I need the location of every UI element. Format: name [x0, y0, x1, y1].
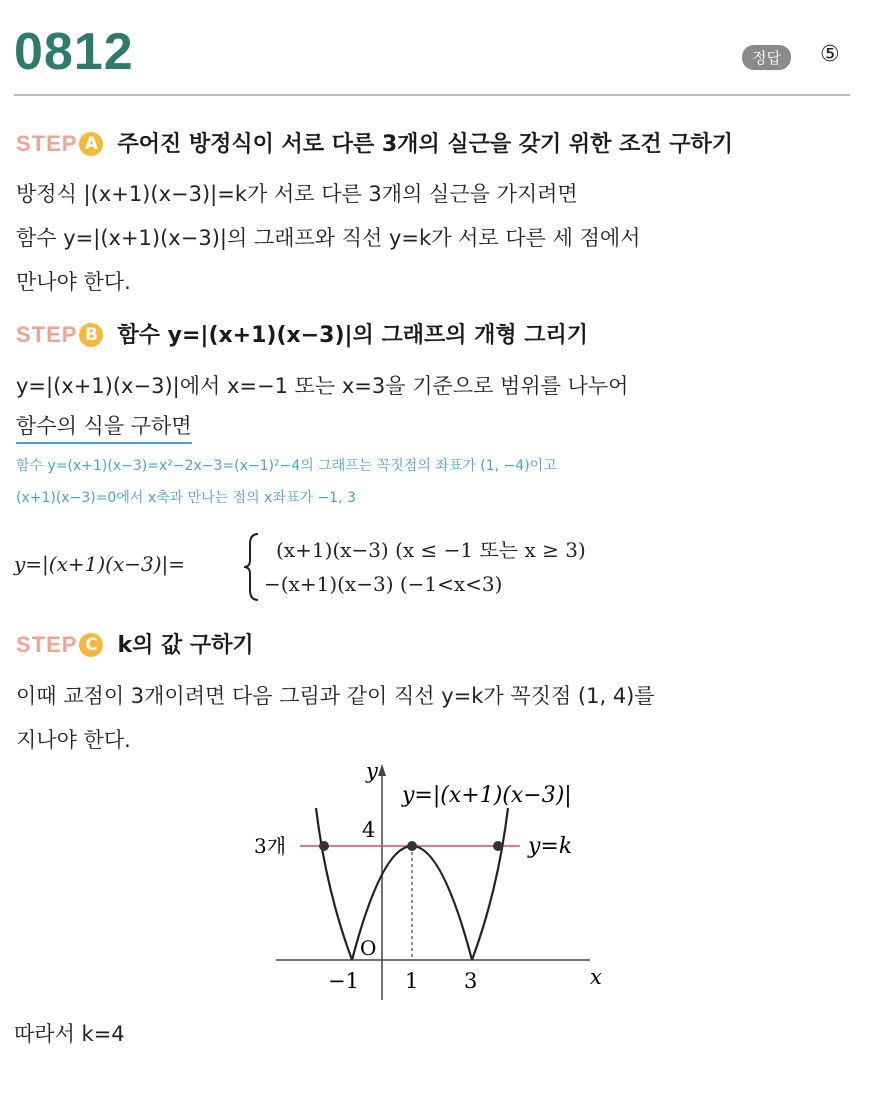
y-axis-arrow-icon — [378, 764, 386, 776]
step-a-badge: A — [79, 132, 103, 156]
step-c-tag: STEP — [16, 632, 78, 657]
step-b-tag: STEP — [16, 322, 78, 347]
step-a-line3: 만나야 한다. — [16, 270, 131, 294]
intersection-point-left — [319, 841, 329, 851]
curve-right-branch — [472, 808, 508, 960]
step-b-badge: B — [79, 323, 103, 347]
step-a-title: 주어진 방정식이 서로 다른 3개의 실근을 갖기 위한 조건 구하기 — [117, 132, 734, 157]
step-b-line1: y=|(x+1)(x−3)|에서 x=−1 또는 x=3을 기준으로 범위를 나누어 — [16, 374, 629, 398]
piecewise-lhs: y=|(x+1)(x−3)|= — [14, 552, 186, 576]
step-c-line2: 지나야 한다. — [16, 728, 131, 752]
step-a-line2: 함수 y=|(x+1)(x−3)|의 그래프와 직선 y=k가 서로 다른 세 점에서 — [16, 226, 641, 250]
piecewise-case1: (x+1)(x−3) (x ≤ −1 또는 x ≥ 3) — [276, 538, 586, 562]
answer-value: ⑤ — [820, 42, 840, 67]
x-tick-3: 3 — [464, 969, 478, 993]
line-label: y=k — [528, 834, 573, 859]
step-c-line1: 이때 교점이 3개이려면 다음 그림과 같이 직선 y=k가 꼭짓점 (1, 4)를 — [16, 684, 655, 708]
answer-badge: 정답 — [742, 45, 791, 70]
step-b-line2: 함수의 식을 구하면 — [16, 414, 192, 444]
curve-left-branch — [316, 808, 352, 960]
x-axis-label: x — [590, 965, 602, 989]
note-line2: (x+1)(x−3)=0에서 x축과 만나는 점의 x좌표가 −1, 3 — [16, 490, 356, 506]
problem-number: 0812 — [14, 23, 134, 81]
x-tick-1: 1 — [405, 969, 419, 993]
step-c-badge: C — [79, 633, 103, 657]
step-b-title: 함수 y=|(x+1)(x−3)|의 그래프의 개형 그리기 — [117, 323, 589, 348]
step-c-title: k의 값 구하기 — [117, 633, 254, 658]
intersection-point-right — [493, 841, 503, 851]
intersection-point-vertex — [407, 841, 417, 851]
piecewise-case2: −(x+1)(x−3) (−1<x<3) — [264, 572, 503, 596]
y-axis-label: y — [366, 759, 378, 783]
conclusion: 따라서 k=4 — [14, 1022, 125, 1046]
count-label: 3개 — [254, 834, 287, 858]
origin-label: O — [360, 936, 377, 960]
step-a-line1: 방정식 |(x+1)(x−3)|=k가 서로 다른 3개의 실근을 가지려면 — [16, 182, 578, 206]
curve-label: y=|(x+1)(x−3)| — [402, 783, 572, 808]
note-line1: 함수 y=(x+1)(x−3)=x²−2x−3=(x−1)²−4의 그래프는 꼭짓점의 좌표가 (1, −4)이고 — [16, 458, 557, 474]
step-a-tag: STEP — [16, 131, 78, 156]
y-tick-4: 4 — [362, 818, 376, 842]
x-tick-neg1: −1 — [328, 969, 359, 993]
